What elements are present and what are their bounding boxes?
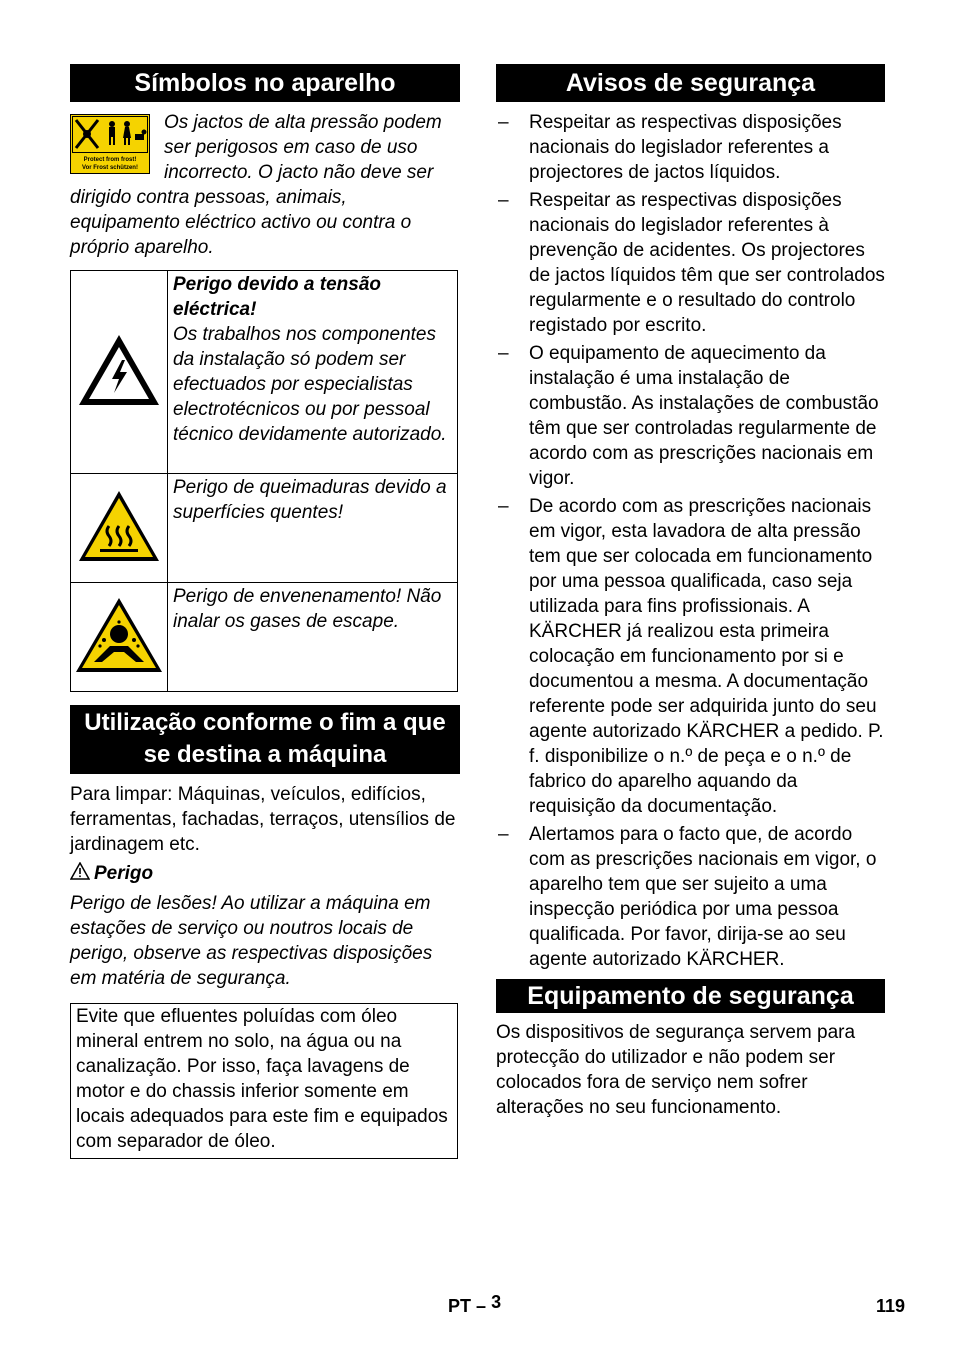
pressure-jet-label-icon bbox=[70, 114, 150, 174]
left-column bbox=[70, 64, 460, 1159]
footer-section-ref bbox=[448, 1292, 502, 1317]
electric-shock-warning-icon bbox=[76, 332, 162, 408]
danger-text: Perigo de lesões! Ao utilizar a máquina em estações de serviço ou noutros locais de perigo, observe as respectivas disposições em matéria de segurança. bbox=[70, 893, 433, 989]
hot-text: Perigo de queimaduras devido a superfícies quentes! bbox=[168, 474, 458, 583]
footer-lang: PT bbox=[448, 1296, 472, 1316]
vor-frost-text: Vor Frost schützen! bbox=[82, 165, 138, 171]
heading-equipamento: Equipamento de segurança bbox=[496, 979, 885, 1013]
intro-text: Os jactos de alta pressão podem ser perigosos em caso de uso incorrecto. O jacto não deve ser dirigido contra pessoas, animais, equipamento eléctrico activo ou contra o próprio aparelho. bbox=[70, 112, 442, 258]
heading-avisos: Avisos de segurança bbox=[496, 64, 885, 102]
equipment-paragraph: Os dispositivos de segurança servem para protecção do utilizador e não podem ser colocados fora de serviço nem sofrer alterações no seu funcionamento. bbox=[496, 1022, 856, 1118]
protect-from-frost-text: Protect from frost! bbox=[83, 157, 137, 163]
electric-text: Os trabalhos nos componentes da instalação só podem ser efectuados por especialistas electrotécnicos ou por pessoal técnico devidamente autorizado. bbox=[173, 324, 447, 445]
toxic-text: Perigo de envenenamento! Não inalar os gases de escape. bbox=[168, 583, 458, 692]
danger-label: Perigo bbox=[94, 863, 154, 884]
list-item: – Alertamos para o facto que, de acordo com as prescrições nacionais em vigor, o aparelho tem que ser sujeito a uma inspecção periódica por uma pessoa qualificada. Por favor, dirija-se ao seu agente autorizado KÄRCHER. bbox=[498, 824, 877, 970]
dash-mark: – bbox=[498, 496, 509, 517]
footer-section-page: 3 bbox=[491, 1292, 502, 1312]
list-item: – Respeitar as respectivas disposições nacionais do legislador referentes à prevenção de acidentes. Os projectores de jactos líquidos têm que ser controlados regularmente e o resultado do controlo registado por escrito. bbox=[498, 190, 885, 336]
toxic-gas-warning-icon bbox=[74, 596, 164, 674]
list-item: – O equipamento de aquecimento da instalação é uma instalação de combustão. As instalações de combustão têm que ser controladas regularmente de acordo com as prescrições nacionais em vigor. bbox=[498, 343, 879, 489]
heading-utilizacao: Utilização conforme o fim a que se destina a máquina bbox=[70, 705, 460, 774]
list-item: – Respeitar as respectivas disposições nacionais do legislador referentes a projectores de jactos líquidos. bbox=[498, 112, 842, 183]
page-number: 119 bbox=[876, 1296, 906, 1316]
hot-surface-warning-icon bbox=[76, 488, 162, 564]
usage-paragraph: Para limpar: Máquinas, veículos, edifícios, ferramentas, fachadas, terraços, utensílios de jardinagem etc. bbox=[70, 784, 456, 855]
right-column bbox=[496, 64, 885, 1120]
environment-note-text: Evite que efluentes poluídas com óleo mineral entrem no solo, na água ou na canalização. Por isso, faça lavagens de motor e do chassis inferior somente em locais adequados para este fim e equipados com separador de óleo. bbox=[76, 1006, 448, 1152]
list-item: – De acordo com as prescrições nacionais em vigor, esta lavadora de alta pressão tem que ser colocada em funcionamento por uma pessoa qualificada, caso seja utilizada para fins profissionais. A KÄRCHER já realizou esta primeira colocação em funcionamento por si e documentou a mesma. A documentação referente pode ser adquirida junto do seu agente autorizado KÄRCHER a pedido. P. f. disponibilize o n.º de peça e o n.º de fabrico do aparelho aquando da requisição da documentação. bbox=[498, 496, 884, 817]
danger-label-row bbox=[70, 861, 460, 886]
symbol-row-toxic bbox=[71, 583, 458, 692]
warning-triangle-icon bbox=[70, 862, 90, 880]
electric-title: Perigo devido a tensão eléctrica! bbox=[173, 274, 381, 320]
symbols-table bbox=[70, 270, 458, 692]
dash-mark: – bbox=[498, 824, 509, 845]
environment-note-box bbox=[70, 1003, 458, 1159]
safety-list bbox=[496, 110, 885, 972]
dash-mark: – bbox=[498, 190, 509, 211]
dash-mark: – bbox=[498, 112, 509, 133]
heading-simbolos: Símbolos no aparelho bbox=[70, 64, 460, 102]
symbol-row-electric bbox=[71, 271, 458, 474]
symbols-intro bbox=[70, 110, 460, 260]
footer-dash: – bbox=[476, 1296, 487, 1316]
symbol-row-hot bbox=[71, 474, 458, 583]
dash-mark: – bbox=[498, 343, 509, 364]
